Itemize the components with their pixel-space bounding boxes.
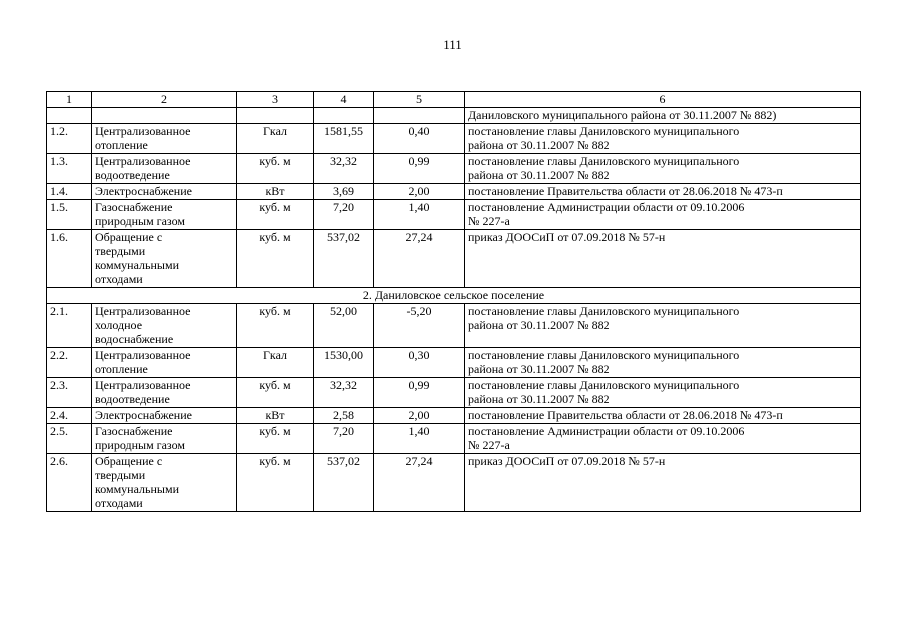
service-name-line: отопление [95, 138, 148, 152]
legal-basis-line: постановление главы Даниловского муниципального [468, 154, 740, 168]
service-name [92, 154, 237, 184]
unit: Гкал [237, 124, 314, 154]
value-col5: -5,20 [374, 304, 465, 348]
service-name [92, 454, 237, 512]
value-col5: 27,24 [374, 230, 465, 288]
legal-basis-line: постановление Правительства области от 28.06.2018 № 473-п [468, 408, 783, 422]
value-col5: 0,40 [374, 124, 465, 154]
service-name-line: коммунальными [95, 258, 179, 272]
service-name-line: отходами [95, 496, 143, 510]
legal-basis [465, 454, 861, 512]
service-name [92, 200, 237, 230]
table-row [47, 304, 861, 348]
service-name-line: коммунальными [95, 482, 179, 496]
section-title: 2. Даниловское сельское поселение [47, 288, 861, 304]
row-number: 2.2. [47, 348, 92, 378]
header-cell: 2 [92, 92, 237, 108]
service-name-line: водоснабжение [95, 332, 174, 346]
legal-basis-line: приказ ДООСиП от 07.09.2018 № 57-н [468, 230, 666, 244]
value-col5: 1,40 [374, 424, 465, 454]
row-number: 2.6. [47, 454, 92, 512]
row-number: 1.5. [47, 200, 92, 230]
service-name [92, 124, 237, 154]
value-col4: 32,32 [314, 378, 374, 408]
legal-basis-line: постановление главы Даниловского муниципального [468, 124, 740, 138]
service-name-line: отопление [95, 362, 148, 376]
unit: куб. м [237, 378, 314, 408]
value-col5: 27,24 [374, 454, 465, 512]
value-col4: 1581,55 [314, 124, 374, 154]
header-cell: 4 [314, 92, 374, 108]
value-col4: 537,02 [314, 230, 374, 288]
legal-basis-line: района от 30.11.2007 № 882 [468, 168, 610, 182]
service-name-line: водоотведение [95, 168, 170, 182]
service-name-line: Обращение с [95, 230, 163, 244]
service-name [92, 304, 237, 348]
service-name-line: холодное [95, 318, 143, 332]
legal-basis [465, 304, 861, 348]
row-number: 2.4. [47, 408, 92, 424]
value-col4: 7,20 [314, 200, 374, 230]
service-name-line: Газоснабжение [95, 424, 173, 438]
service-name [92, 348, 237, 378]
service-name-line: Электроснабжение [95, 408, 192, 422]
value-col4: 52,00 [314, 304, 374, 348]
empty-cell [374, 108, 465, 124]
legal-basis-line: постановление Правительства области от 28.06.2018 № 473-п [468, 184, 783, 198]
legal-basis [465, 348, 861, 378]
row-number: 2.1. [47, 304, 92, 348]
table-row [47, 378, 861, 408]
header-cell: 6 [465, 92, 861, 108]
row-number: 1.6. [47, 230, 92, 288]
table-row [47, 424, 861, 454]
table-row [47, 124, 861, 154]
unit: куб. м [237, 304, 314, 348]
legal-basis-line: района от 30.11.2007 № 882 [468, 362, 610, 376]
legal-basis [465, 154, 861, 184]
value-col5: 0,30 [374, 348, 465, 378]
legal-basis [465, 408, 861, 424]
value-col4: 537,02 [314, 454, 374, 512]
legal-basis [465, 378, 861, 408]
service-name-line: Обращение с [95, 454, 163, 468]
legal-basis-line: постановление главы Даниловского муниципального [468, 304, 740, 318]
value-col4: 2,58 [314, 408, 374, 424]
unit: Гкал [237, 348, 314, 378]
unit: куб. м [237, 454, 314, 512]
value-col5: 0,99 [374, 154, 465, 184]
table-body [47, 92, 861, 512]
service-name-line: природным газом [95, 214, 185, 228]
legal-basis-line: постановление Администрации области от 09.10.2006 [468, 200, 745, 214]
legal-basis [465, 424, 861, 454]
service-name-line: отходами [95, 272, 143, 286]
legal-basis-line: № 227-а [468, 214, 510, 228]
empty-cell [92, 108, 237, 124]
value-col5: 1,40 [374, 200, 465, 230]
service-name-line: Централизованное [95, 124, 191, 138]
service-name-line: Электроснабжение [95, 184, 192, 198]
row-number: 1.3. [47, 154, 92, 184]
row-number: 1.4. [47, 184, 92, 200]
empty-cell [47, 108, 92, 124]
legal-basis-line: постановление главы Даниловского муниципального [468, 348, 740, 362]
header-cell: 3 [237, 92, 314, 108]
unit: кВт [237, 184, 314, 200]
header-cell: 5 [374, 92, 465, 108]
row-number: 2.3. [47, 378, 92, 408]
value-col5: 2,00 [374, 408, 465, 424]
legal-basis [465, 230, 861, 288]
table-row [47, 348, 861, 378]
continuation-row [47, 108, 861, 124]
unit: кВт [237, 408, 314, 424]
service-name-line: Газоснабжение [95, 200, 173, 214]
value-col4: 1530,00 [314, 348, 374, 378]
service-name-line: твердыми [95, 468, 146, 482]
legal-basis-line: района от 30.11.2007 № 882 [468, 138, 610, 152]
service-name-line: Централизованное [95, 304, 191, 318]
value-col4: 7,20 [314, 424, 374, 454]
service-name [92, 408, 237, 424]
legal-basis [465, 124, 861, 154]
legal-basis [465, 184, 861, 200]
unit: куб. м [237, 154, 314, 184]
unit: куб. м [237, 230, 314, 288]
service-name [92, 424, 237, 454]
legal-basis-line: района от 30.11.2007 № 882 [468, 392, 610, 406]
empty-cell [237, 108, 314, 124]
table-row [47, 454, 861, 512]
service-name-line: Централизованное [95, 378, 191, 392]
table-row [47, 408, 861, 424]
legal-basis-line: постановление главы Даниловского муниципального [468, 378, 740, 392]
empty-cell [314, 108, 374, 124]
service-name-line: природным газом [95, 438, 185, 452]
value-col5: 2,00 [374, 184, 465, 200]
legal-basis-line: приказ ДООСиП от 07.09.2018 № 57-н [468, 454, 666, 468]
service-name-line: твердыми [95, 244, 146, 258]
table-row [47, 230, 861, 288]
service-name-line: водоотведение [95, 392, 170, 406]
page-number: 111 [443, 37, 462, 52]
legal-basis-line: района от 30.11.2007 № 882 [468, 318, 610, 332]
section-row [47, 288, 861, 304]
row-number: 1.2. [47, 124, 92, 154]
value-col4: 32,32 [314, 154, 374, 184]
continuation-note: Даниловского муниципального района от 30.11.2007 № 882) [465, 108, 861, 124]
value-col4: 3,69 [314, 184, 374, 200]
tariff-table [46, 91, 861, 512]
service-name [92, 184, 237, 200]
unit: куб. м [237, 424, 314, 454]
unit: куб. м [237, 200, 314, 230]
table-row [47, 154, 861, 184]
table-row [47, 184, 861, 200]
service-name-line: Централизованное [95, 348, 191, 362]
row-number: 2.5. [47, 424, 92, 454]
header-row [47, 92, 861, 108]
service-name [92, 230, 237, 288]
header-cell: 1 [47, 92, 92, 108]
service-name [92, 378, 237, 408]
legal-basis-line: постановление Администрации области от 09.10.2006 [468, 424, 745, 438]
table-row [47, 200, 861, 230]
value-col5: 0,99 [374, 378, 465, 408]
legal-basis [465, 200, 861, 230]
legal-basis-line: № 227-а [468, 438, 510, 452]
service-name-line: Централизованное [95, 154, 191, 168]
